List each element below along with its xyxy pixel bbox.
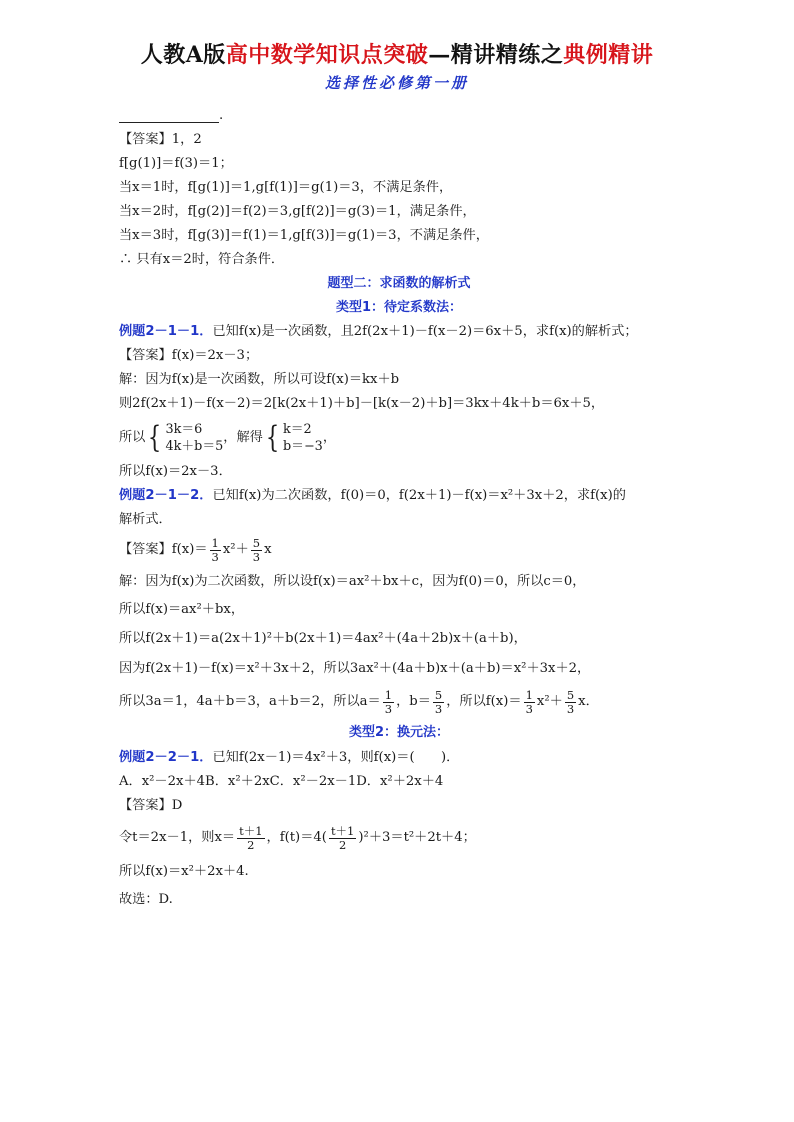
solution-text: ，b＝ [396, 694, 431, 709]
system-row: k＝2 [282, 422, 312, 437]
fraction: $\frac{1}{3}$ [525, 687, 533, 716]
answer-blank-line [119, 104, 679, 128]
answer-text: 【答案】f(x)＝ [119, 542, 208, 557]
solution-line: 因为f(2x＋1)－f(x)＝x²＋3x＋2，所以3ax²＋(4a＋b)x＋(a＋b)＝x²＋3x＋2， [119, 661, 591, 676]
solution-line [119, 818, 679, 858]
solution-line: 当x＝2时，f[g(2)]＝f(2)＝3,g[f(2)]＝g(3)＝1，满足条件， [119, 204, 476, 219]
fraction: $\frac{t+1}{2}$ [330, 823, 355, 852]
solution-line: 解：因为f(x)为二次函数，所以设f(x)＝ax²＋bx＋c，因为f(0)＝0，所以c＝0， [119, 574, 586, 589]
example-text-continued: 解析式． [119, 512, 172, 527]
solution-line: 解：因为f(x)是一次函数，所以可设f(x)＝kx＋b [119, 372, 400, 387]
example-question [119, 320, 679, 344]
fraction: $\frac{t+1}{2}$ [239, 823, 263, 852]
solution-text: x²＋ [536, 694, 563, 709]
answer-blank [119, 110, 219, 123]
system-row: 3k＝6 [165, 422, 203, 437]
fraction: $\frac{5}{3}$ [566, 687, 575, 716]
answer-text: x [264, 542, 272, 557]
subsection-heading: 类型2：换元法： [348, 725, 450, 740]
solution-text: 所以3a＝1，4a＋b＝3，a＋b＝2，所以a＝ [119, 694, 381, 709]
fraction: $\frac{5}{3}$ [434, 687, 443, 716]
answer-line [119, 532, 679, 568]
left-brace-icon: { [148, 420, 162, 455]
answer-line: 【答案】1，2 [119, 132, 202, 147]
example-text: 已知f(x)是一次函数，且2f(2x＋1)－f(x－2)＝6x＋5，求f(x)的解析式； [212, 324, 638, 339]
final-answer-line: 故选：D. [119, 892, 173, 907]
system-prefix: 所以 [119, 430, 146, 445]
example-question [119, 746, 679, 770]
section-heading: 题型二：求函数的解析式 [327, 276, 471, 291]
left-brace-icon: { [265, 420, 280, 455]
solution-line: 当x＝1时，f[g(1)]＝1,g[f(1)]＝g(1)＝3，不满足条件， [119, 180, 453, 195]
fraction: $\frac{5}{3}$ [252, 535, 261, 564]
example-label: 例题2－1－1． [119, 324, 213, 339]
fraction: $\frac{1}{3}$ [211, 535, 219, 564]
solution-line [119, 684, 679, 720]
fraction: $\frac{1}{3}$ [384, 687, 393, 716]
system-row: b＝−3 [282, 439, 323, 454]
conclusion-line: ∴ 只有x＝2时，符合条件． [119, 252, 285, 267]
document-body [119, 104, 679, 914]
solution-text: 令t＝2x－1，则x＝ [119, 830, 236, 845]
example-text: 已知f(2x－1)＝4x²＋3，则f(x)＝( )． [212, 750, 460, 765]
equation-system-line [119, 416, 679, 460]
page-subtitle: 选择性必修第一册 [324, 74, 469, 92]
solution-line: 所以f(x)＝ax²＋bx， [119, 602, 245, 617]
solution-text: ，所以f(x)＝ [446, 694, 522, 709]
example-label: 例题2－2－1． [119, 750, 213, 765]
title-part-3: —精讲精练之 [428, 42, 564, 68]
example-label: 例题2－1－2． [119, 488, 213, 503]
solution-line: f[g(1)]＝f(3)＝1； [119, 156, 233, 171]
answer-text: x²＋ [222, 542, 249, 557]
solution-text: ，f(t)＝4( [266, 830, 327, 845]
subsection-heading: 类型1：待定系数法： [335, 300, 463, 315]
page-title [0, 40, 794, 70]
answer-line: 【答案】D [119, 798, 183, 813]
system-middle: ，解得 [223, 430, 263, 445]
equation-system-2 [263, 421, 323, 455]
title-part-2: 高中数学知识点突破 [225, 42, 429, 68]
page-header [0, 40, 794, 94]
solution-text: )²＋3＝t²＋2t＋4； [358, 830, 476, 845]
example-question [119, 484, 679, 508]
choice-options: A．x²－2x＋4B．x²＋2xC．x²－2x－1D．x²＋2x＋4 [119, 774, 444, 789]
title-part-1: 人教A版 [140, 42, 226, 68]
example-text: 已知f(x)为二次函数，f(0)＝0，f(2x＋1)－f(x)＝x²＋3x＋2，求f(x)的 [212, 488, 626, 503]
solution-line: 当x＝3时，f[g(3)]＝f(1)＝1,g[f(3)]＝g(1)＝3，不满足条件， [119, 228, 489, 243]
answer-blank-period: . [219, 108, 224, 123]
equation-system-1 [145, 421, 223, 455]
solution-line: 则2f(2x＋1)－f(x－2)＝2[k(2x＋1)＋b]－[k(x－2)＋b]＝3kx＋4k＋b＝6x＋5， [119, 396, 605, 411]
solution-text: x． [578, 694, 599, 709]
answer-line: 【答案】f(x)＝2x－3； [119, 348, 259, 363]
solution-line: 所以f(x)＝x²＋2x＋4. [119, 864, 249, 879]
title-part-4: 典例精讲 [563, 42, 654, 68]
system-row: 4k＋b＝5 [165, 439, 224, 454]
solution-line: 所以f(2x＋1)＝a(2x＋1)²＋b(2x＋1)＝4ax²＋(4a＋2b)x＋(a＋b)， [119, 631, 527, 646]
conclusion-line: 所以f(x)＝2x－3． [119, 464, 232, 479]
system-suffix: ， [322, 430, 336, 445]
